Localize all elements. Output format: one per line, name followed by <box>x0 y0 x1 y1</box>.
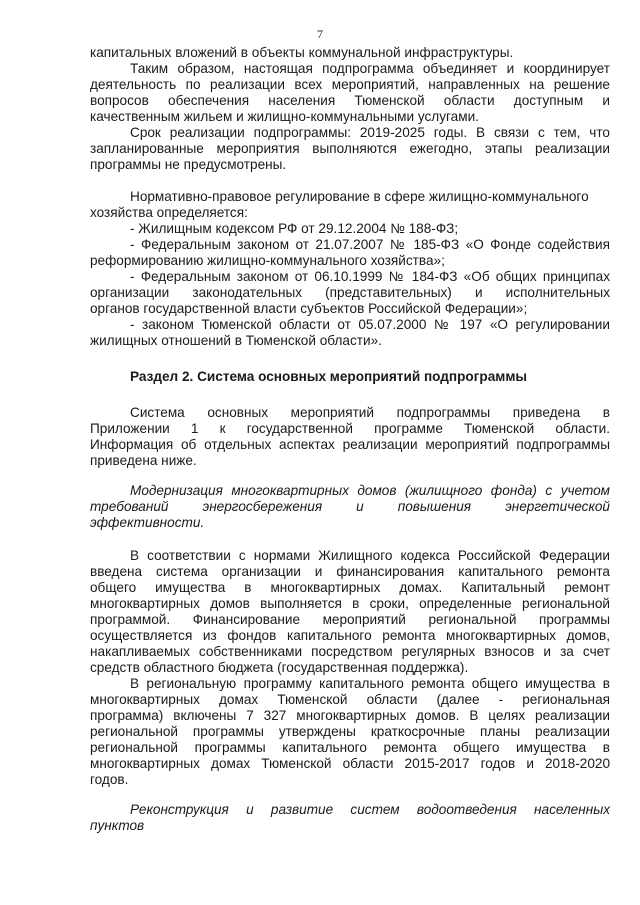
text-line: Раздел 2. Система основных мероприятий подпрограммы <box>130 369 527 384</box>
paragraph-intro-tail <box>90 45 610 61</box>
text-line: региональной программы утверждены краткосрочные планы реализации <box>90 724 610 739</box>
text-line: жилищных отношений в Тюменской области». <box>90 333 382 348</box>
text-line: В соответствии с нормами Жилищного кодекса Российской Федерации <box>130 548 610 563</box>
paragraph-capital-repair-system <box>90 548 610 676</box>
text-line: Таким образом, настоящая подпрограмма объединяет и координирует <box>130 61 610 76</box>
text-line: приведена ниже. <box>90 453 197 468</box>
text-line: - Жилищным кодексом РФ от 29.12.2004 № 188-ФЗ; <box>130 221 459 236</box>
text-line: многоквартирных домов выполняется в сроки, определенные региональной <box>90 596 610 611</box>
list-item-federal-law-185 <box>90 237 610 269</box>
text-line: накапливаемых собственниками посредством регулярных взносов и за счет <box>90 644 610 659</box>
paragraph-program-summary <box>90 61 610 125</box>
text-line: пунктов <box>90 818 145 833</box>
text-line: организации законодательных (представительных) и исполнительных <box>90 285 610 300</box>
paragraph-system-of-measures <box>90 405 610 469</box>
text-line: Система основных мероприятий подпрограммы приведена в <box>130 405 610 420</box>
text-line: - Федеральным законом от 06.10.1999 № 184-ФЗ «Об общих принципах <box>130 269 610 284</box>
text-line: органов государственной власти субъектов Российской Федерации»; <box>90 301 528 316</box>
text-line: Срок реализации подпрограммы: 2019-2025 годы. В связи с тем, что <box>130 125 610 140</box>
list-item-regional-law-197 <box>90 317 610 349</box>
list-item-federal-law-184 <box>90 269 610 317</box>
paragraph-regional-program <box>90 676 610 788</box>
text-line: Реконструкция и развитие систем водоотведения населенных <box>130 802 610 817</box>
text-line: многоквартирных домах Тюменской области (далее - региональная <box>90 692 610 707</box>
text-line: годов. <box>90 772 129 787</box>
text-line: Информация об отдельных аспектах реализации мероприятий подпрограммы <box>90 437 610 452</box>
text-line: Приложении 1 к государственной программе Тюменской области. <box>90 421 610 436</box>
text-line: средств областного бюджета (государственная поддержка). <box>90 660 469 675</box>
text-line: качественным жильем и жилищно-коммунальными услугами. <box>90 109 479 124</box>
text-line: осуществляется из фондов капитального ремонта многоквартирных домов, <box>90 628 610 643</box>
subheading-wastewater <box>90 802 610 834</box>
section-heading <box>90 369 610 385</box>
text-line: хозяйства определяется: <box>90 205 248 220</box>
text-line: общего имущества в многоквартирных домах. Капитальный ремонт <box>90 580 610 595</box>
text-line: Модернизация многоквартирных домов (жилищного фонда) с учетом <box>130 483 610 498</box>
text-line: требований энергосбережения и повышения энергетической <box>90 499 610 514</box>
text-line: введена система организации и финансирования капитального ремонта <box>90 564 610 579</box>
text-line: - Федеральным законом от 21.07.2007 № 185-ФЗ «О Фонде содействия <box>130 237 610 252</box>
text-line: капитальных вложений в объекты коммунальной инфраструктуры. <box>90 45 514 60</box>
text-line: реформированию жилищно-коммунального хозяйства»; <box>90 253 445 268</box>
text-line: запланированные мероприятия выполняются ежегодно, этапы реализации <box>90 141 610 156</box>
list-item-housing-code <box>90 221 610 237</box>
text-line: многоквартирных домах Тюменской области 2015-2017 годов и 2018-2020 <box>90 756 610 771</box>
text-line: программа) включены 7 327 многоквартирных домов. В целях реализации <box>90 708 610 723</box>
paragraph-implementation-period <box>90 125 610 173</box>
text-line: региональной программы капитального ремонта общего имущества в <box>90 740 610 755</box>
paragraph-legal-regulation <box>90 189 610 221</box>
page-number: 7 <box>317 27 323 41</box>
text-line: - законом Тюменской области от 05.07.2000 № 197 «О регулировании <box>130 317 610 332</box>
subheading-modernization <box>90 483 610 531</box>
text-line: деятельность по реализации всех мероприятий, направленных на решение <box>90 77 610 92</box>
text-line: Нормативно-правовое регулирование в сфере жилищно-коммунального <box>130 189 589 204</box>
text-line: вопросов обеспечения населения Тюменской области доступным и <box>90 93 610 108</box>
text-line: В региональную программу капитального ремонта общего имущества в <box>130 676 610 691</box>
text-line: эффективности. <box>90 515 205 530</box>
text-line: программой. Финансирование мероприятий региональной программы <box>90 612 610 627</box>
text-line: программы не предусмотрены. <box>90 157 287 172</box>
